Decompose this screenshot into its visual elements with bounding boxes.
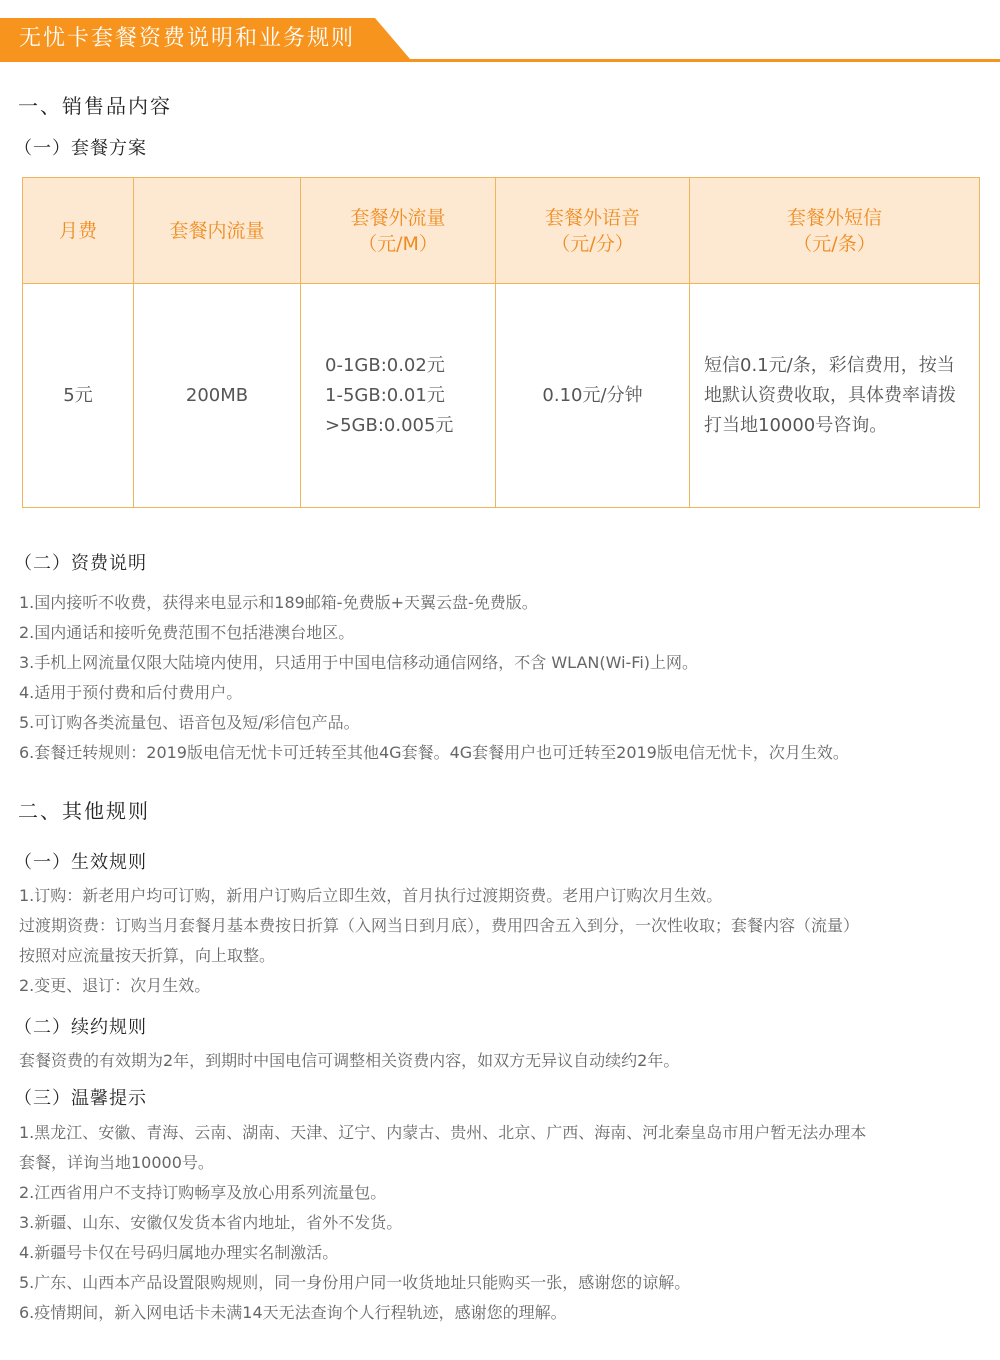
tip-item: 3.新疆、山东、安徽仅发货本省内地址，省外不发货。 xyxy=(19,1213,403,1232)
plan-table-row xyxy=(23,284,980,508)
cell-extra-voice: 0.10元/分钟 xyxy=(496,284,690,508)
effective-item: 1.订购：新老用户均可订购，新用户订购后立即生效，首月执行过渡期资费。老用户订购次月生效。 xyxy=(19,886,723,905)
header-monthly-fee: 月费 xyxy=(23,178,134,284)
effective-heading: （一）生效规则 xyxy=(14,852,147,873)
fees-heading: （二）资费说明 xyxy=(14,553,147,574)
fee-item: 1.国内接听不收费，获得来电显示和189邮箱-免费版+天翼云盘-免费版。 xyxy=(19,593,538,612)
section1-heading: 一、销售品内容 xyxy=(18,94,172,118)
cell-included-data: 200MB xyxy=(134,284,301,508)
fee-item: 4.适用于预付费和后付费用户。 xyxy=(19,683,243,702)
cell-extra-data: 0-1GB:0.02元 1-5GB:0.01元 >5GB:0.005元 xyxy=(301,284,496,508)
plan-heading: （一）套餐方案 xyxy=(14,138,147,159)
fee-item: 5.可订购各类流量包、语音包及短/彩信包产品。 xyxy=(19,713,360,732)
header-extra-voice: 套餐外语音 （元/分） xyxy=(496,178,690,284)
renewal-item: 套餐资费的有效期为2年，到期时中国电信可调整相关资费内容，如双方无异议自动续约2年。 xyxy=(19,1051,680,1070)
title-banner xyxy=(0,18,1000,62)
renewal-heading: （二）续约规则 xyxy=(14,1017,147,1038)
plan-table-header-row xyxy=(23,178,980,284)
tip-item: 1.黑龙江、安徽、青海、云南、湖南、天津、辽宁、内蒙古、贵州、北京、广西、海南、河北秦皇岛市用户暂无法办理本 xyxy=(19,1123,867,1142)
fee-item: 2.国内通话和接听免费范围不包括港澳台地区。 xyxy=(19,623,355,642)
header-extra-sms: 套餐外短信 （元/条） xyxy=(690,178,980,284)
tip-item: 2.江西省用户不支持订购畅享及放心用系列流量包。 xyxy=(19,1183,387,1202)
fee-item: 6.套餐迁转规则：2019版电信无忧卡可迁转至其他4G套餐。4G套餐用户也可迁转至2019版电信无忧卡，次月生效。 xyxy=(19,743,849,762)
banner-underline xyxy=(0,59,1000,62)
effective-item: 按照对应流量按天折算，向上取整。 xyxy=(19,946,276,965)
tip-item: 5.广东、山西本产品设置限购规则，同一身份用户同一收货地址只能购买一张，感谢您的谅解。 xyxy=(19,1273,691,1292)
tips-heading: （三）温馨提示 xyxy=(14,1088,147,1109)
banner-title: 无忧卡套餐资费说明和业务规则 xyxy=(19,26,356,51)
header-extra-data: 套餐外流量 （元/M） xyxy=(301,178,496,284)
effective-item: 2.变更、退订：次月生效。 xyxy=(19,976,211,995)
section2-heading: 二、其他规则 xyxy=(18,799,150,823)
plan-table xyxy=(22,177,980,508)
header-included-data: 套餐内流量 xyxy=(134,178,301,284)
tip-item: 4.新疆号卡仅在号码归属地办理实名制激活。 xyxy=(19,1243,339,1262)
tip-item: 套餐，详询当地10000号。 xyxy=(19,1153,214,1172)
tip-item: 6.疫情期间，新入网电话卡未满14天无法查询个人行程轨迹，感谢您的理解。 xyxy=(19,1303,567,1322)
cell-monthly-fee: 5元 xyxy=(23,284,134,508)
fee-item: 3.手机上网流量仅限大陆境内使用，只适用于中国电信移动通信网络，不含 WLAN(Wi-Fi)上网。 xyxy=(19,653,699,672)
effective-item: 过渡期资费：订购当月套餐月基本费按日折算（入网当日到月底），费用四舍五入到分，一次性收取；套餐内容（流量） xyxy=(19,916,860,935)
cell-extra-sms: 短信0.1元/条，彩信费用，按当地默认资费收取，具体费率请拨打当地10000号咨询。 xyxy=(690,284,980,508)
